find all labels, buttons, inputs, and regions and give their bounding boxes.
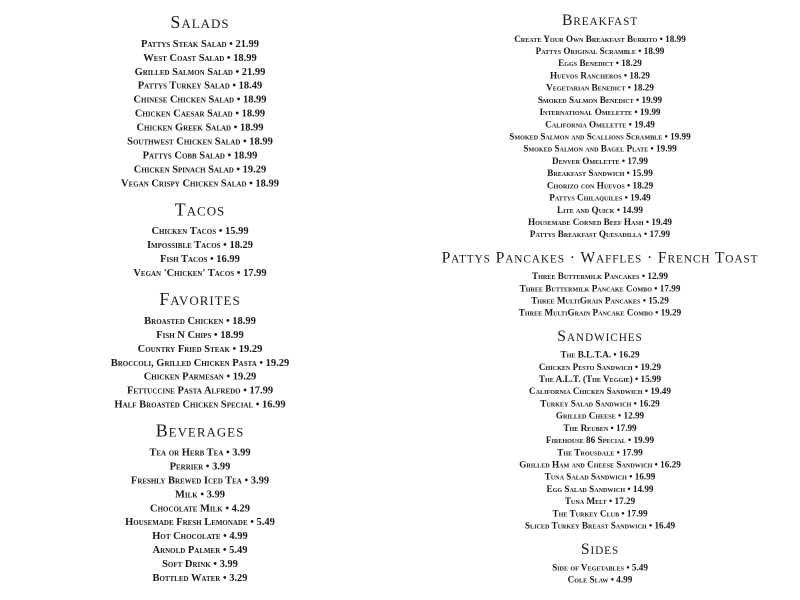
menu-item-price: 12.99 — [647, 272, 668, 282]
menu-item-name: Tuna Melt — [564, 497, 607, 507]
menu-item-price: 19.99 — [633, 436, 655, 446]
menu-item-price: 16.49 — [654, 521, 676, 532]
menu-item: Housemade Fresh Lemonade • 5.49 — [125, 517, 275, 529]
menu-item-name: The Reuben — [563, 423, 609, 434]
menu-item-price: 15.29 — [648, 296, 669, 307]
menu-item: Firehouse 86 Special • 19.99 — [545, 436, 655, 446]
menu-item-name: The Trousdale — [557, 448, 615, 458]
left-column — [9, 6, 392, 594]
tacos-list — [9, 225, 392, 281]
menu-item-price: 3.99 — [250, 475, 270, 487]
menu-item-price: 18.29 — [621, 59, 642, 69]
menu-item-name: Fish Tacos — [160, 254, 208, 266]
menu-item-name: Chicken Caesar Salad — [134, 108, 233, 120]
menu-item-price: 18.49 — [238, 80, 263, 92]
menu-item: California Omelette • 19.49 — [545, 120, 655, 130]
menu-item: Cole Slaw • 4.99 — [567, 575, 633, 586]
menu-item-name: Pattys Chilaquiles — [549, 193, 623, 204]
menu-item: The Trousdale • 17.99 — [557, 448, 643, 458]
menu-item: Three Buttermilk Pancake Combo • 17.99 — [519, 284, 681, 294]
menu-item-price: 18.99 — [220, 329, 244, 341]
menu-item-price: 18.99 — [239, 122, 264, 134]
menu-item-name: The Turkey Club — [552, 509, 620, 519]
salads-list — [9, 38, 392, 191]
menu-item: Broasted Chicken • 18.99 — [144, 315, 256, 327]
menu-item-name: Smoked Salmon and Scallions Scramble — [509, 132, 663, 143]
pancakes-list — [432, 271, 767, 320]
menu-item-price: 17.99 — [249, 385, 274, 397]
menu-item: Three MultiGrain Pancakes • 15.29 — [531, 296, 669, 307]
menu-item-price: 4.99 — [616, 575, 633, 586]
menu-item-name: Tuna Salad Sandwich — [544, 472, 627, 483]
menu-item-name: Freshly Brewed Iced Tea — [130, 475, 242, 487]
menu-item-name: Smoked Salmon and Bagel Plate — [523, 144, 649, 155]
menu-item-price: 18.99 — [242, 94, 267, 106]
favorites-list — [9, 315, 392, 413]
menu-item-price: 21.99 — [241, 66, 266, 78]
menu-item-price: 21.99 — [235, 38, 260, 50]
menu-item: West Coast Salad • 18.99 — [143, 52, 257, 64]
menu-item-name: Southwest Chicken Salad — [127, 136, 241, 148]
menu-item-price: 17.29 — [614, 497, 636, 507]
menu-item: The Reuben • 17.99 — [563, 423, 637, 434]
menu-item-name: Lite and Quick — [557, 205, 615, 216]
menu-item: Create Your Own Breakfast Burrito • 18.99 — [514, 34, 686, 45]
menu-item: Broccoli, Grilled Chicken Pasta • 19.29 — [110, 357, 290, 369]
menu-item-price: 19.29 — [265, 357, 290, 369]
menu-item-name: Egg Salad Sandwich — [546, 484, 626, 495]
menu-item: Arnold Palmer • 5.49 — [152, 545, 248, 557]
menu-item-price: 15.99 — [632, 169, 653, 179]
menu-item: Tuna Melt • 17.29 — [564, 497, 636, 507]
menu-item: Perrier • 3.99 — [169, 461, 231, 473]
breakfast-list — [432, 34, 767, 242]
favorites-section — [9, 289, 392, 413]
menu-item: Fettuccine Pasta Alfredo • 17.99 — [126, 385, 274, 397]
menu-item-price: 16.29 — [660, 460, 681, 471]
menu-item-name: Grilled Cheese — [555, 411, 616, 422]
menu-item-name: Chicken Pesto Sandwich — [538, 362, 633, 373]
menu-item-name: Vegetarian Benedict — [546, 83, 626, 94]
menu-item-name: Three MultiGrain Pancake Combo — [518, 308, 653, 319]
menu-item: Grilled Cheese • 12.99 — [555, 411, 645, 422]
breakfast-section — [432, 11, 767, 241]
salads-heading: Salads — [170, 11, 230, 32]
menu-item-price: 17.99 — [616, 423, 637, 434]
menu-item: Grilled Salmon Salad • 21.99 — [134, 66, 266, 78]
menu-item-name: Denver Omelette — [551, 156, 620, 167]
menu-item-name: Arnold Palmer — [152, 545, 221, 557]
menu-item-name: Smoked Salmon Benedict — [537, 95, 634, 106]
menu-item-price: 18.99 — [665, 34, 686, 45]
pancakes-heading: Pattys Pancakes · Waffles · French Toast — [441, 248, 759, 266]
sandwiches-list — [432, 350, 767, 533]
menu-item: Tuna Salad Sandwich • 16.99 — [544, 472, 656, 483]
menu-item-name: California Omelette — [545, 120, 627, 130]
menu-item-price: 19.29 — [238, 343, 263, 355]
menu-item-name: Grilled Ham and Cheese Sandwich — [519, 460, 653, 471]
menu-item-price: 17.99 — [243, 268, 267, 280]
menu-item-name: Bottled Water — [152, 573, 221, 585]
menu-item-price: 17.99 — [627, 156, 649, 167]
menu-item-price: 4.29 — [231, 503, 250, 515]
menu-item: Chicken Pesto Sandwich • 19.29 — [538, 362, 662, 373]
menu-item-price: 3.99 — [232, 447, 251, 459]
menu-item: Vegan Crispy Chicken Salad • 18.99 — [121, 178, 279, 190]
menu-item-name: Turkey Salad Sandwich — [540, 399, 632, 410]
menu-item-price: 12.99 — [623, 411, 645, 422]
salads-section — [9, 12, 392, 191]
menu-item: California Chicken Sandwich • 19.49 — [529, 387, 671, 397]
menu-item-name: Soft Drink — [162, 559, 211, 571]
menu-item: Chicken Tacos • 15.99 — [151, 226, 249, 238]
menu-item: Smoked Salmon and Scallions Scramble • 19.99 — [509, 132, 691, 143]
menu-item: Eggs Benedict • 18.29 — [558, 59, 642, 69]
menu-item-price: 5.49 — [229, 545, 248, 557]
menu-item-name: Fettuccine Pasta Alfredo — [126, 385, 241, 397]
menu-item-name: Three MultiGrain Pancakes — [531, 296, 641, 307]
menu-item: Breakfast Sandwich • 15.99 — [547, 169, 653, 179]
menu-item: Smoked Salmon and Bagel Plate • 19.99 — [523, 144, 677, 155]
menu-item-price: 18.29 — [633, 83, 654, 94]
menu-item-price: 18.99 — [643, 47, 665, 57]
sides-heading: Sides — [580, 539, 620, 558]
right-column — [432, 6, 767, 594]
menu-item: Impossible Tacos • 18.29 — [146, 240, 254, 252]
menu-item-name: Perrier — [169, 461, 204, 473]
menu-item: Huevos Rancheros • 18.29 — [550, 71, 650, 82]
beverages-heading: Beverages — [155, 420, 245, 441]
menu-item: Pattys Original Scramble • 18.99 — [535, 47, 665, 57]
menu-item-name: Create Your Own Breakfast Burrito — [514, 34, 658, 45]
menu-item-name: Sliced Turkey Breast Sandwich — [524, 521, 647, 532]
menu-item-price: 3.99 — [219, 559, 238, 571]
menu-item: Vegetarian Benedict • 18.29 — [546, 83, 654, 94]
menu-item: Milk • 3.99 — [175, 489, 225, 501]
menu-item: Chicken Spinach Salad • 19.29 — [133, 164, 267, 176]
menu-item-price: 17.99 — [626, 509, 648, 519]
menu-item: Chicken Greek Salad • 18.99 — [136, 122, 264, 134]
menu-item-name: Pattys Original Scramble — [535, 47, 636, 57]
menu-item-price: 19.49 — [651, 217, 673, 228]
sides-section — [432, 540, 767, 587]
menu-item: Vegan 'Chicken' Tacos • 17.99 — [133, 268, 267, 280]
menu-item-price: 19.99 — [656, 144, 677, 155]
menu-item-name: Vegan 'Chicken' Tacos — [133, 268, 235, 280]
menu-item: Sliced Turkey Breast Sandwich • 16.49 — [524, 521, 676, 532]
menu-item-price: 18.29 — [629, 71, 650, 82]
menu-item-name: Chicken Spinach Salad — [133, 164, 234, 176]
menu-item: International Omelette • 19.99 — [539, 108, 661, 118]
menu-item-name: Country Fried Steak — [137, 343, 230, 355]
menu-item-name: International Omelette — [539, 108, 633, 118]
menu-item-name: Broccoli, Grilled Chicken Pasta — [110, 357, 257, 369]
menu-item-name: Fish N Chips — [156, 329, 212, 341]
menu-item-name: Pattys Steak Salad — [140, 38, 227, 50]
menu-item: Fish N Chips • 18.99 — [156, 329, 244, 341]
menu-item-name: The A.L.T. (The Veggie) — [538, 375, 633, 385]
menu-item: Three Buttermilk Pancakes • 12.99 — [532, 272, 668, 282]
menu-item: Side of Vegetables • 5.49 — [552, 563, 648, 574]
menu-item-name: Chicken Greek Salad — [136, 122, 232, 134]
menu-item-price: 5.49 — [256, 517, 275, 529]
menu-item-price: 14.99 — [622, 205, 643, 216]
menu-item-price: 18.29 — [229, 240, 254, 252]
menu-item: Chinese Chicken Salad • 18.99 — [133, 94, 267, 106]
menu-item-price: 18.99 — [255, 178, 279, 190]
menu-item-price: 19.49 — [650, 387, 671, 397]
menu-item: Smoked Salmon Benedict • 19.99 — [537, 95, 663, 106]
menu-item: Bottled Water • 3.29 — [152, 573, 248, 585]
menu-item: Hot Chocolate • 4.99 — [152, 531, 248, 543]
menu-item-price: 19.29 — [640, 362, 662, 373]
menu-item: Southwest Chicken Salad • 18.99 — [127, 136, 273, 148]
menu-item-name: Housemade Corned Beef Hash — [527, 217, 644, 228]
sandwiches-heading: Sandwiches — [557, 327, 643, 345]
tacos-section — [9, 199, 392, 281]
menu-item-price: 17.99 — [622, 448, 643, 458]
menu-item-name: Side of Vegetables — [552, 563, 625, 574]
sandwiches-section — [432, 327, 767, 533]
menu-item-name: Housemade Fresh Lemonade — [125, 517, 248, 529]
menu-item-name: Hot Chocolate — [152, 531, 221, 543]
menu-item: Chorizo con Huevos • 18.29 — [546, 181, 654, 191]
menu-item-name: Chinese Chicken Salad — [133, 94, 235, 106]
menu-item-name: Pattys Turkey Salad — [137, 80, 230, 92]
menu-item: Turkey Salad Sandwich • 16.29 — [540, 399, 660, 410]
breakfast-heading: Breakfast — [561, 11, 639, 29]
menu-item-price: 19.49 — [634, 120, 655, 130]
menu-item-price: 16.99 — [216, 254, 240, 266]
menu-item: Chicken Caesar Salad • 18.99 — [134, 108, 266, 120]
menu-item-price: 18.99 — [241, 108, 266, 120]
menu-item: Chicken Parmesan • 19.29 — [143, 371, 257, 383]
menu-item-price: 19.29 — [660, 308, 682, 319]
favorites-heading: Favorites — [159, 289, 241, 309]
menu-item-price: 14.99 — [632, 484, 654, 495]
menu-item-name: California Chicken Sandwich — [529, 387, 643, 397]
menu-item-price: 16.99 — [262, 399, 286, 411]
menu-item-name: Grilled Salmon Salad — [134, 66, 233, 78]
menu-item-name: West Coast Salad — [143, 52, 225, 64]
menu-item-name: Milk — [175, 489, 198, 501]
menu-item: Pattys Breakfast Quesadilla • 17.99 — [529, 230, 671, 240]
menu-item-name: Half Broasted Chicken Special — [114, 399, 254, 411]
menu-item: Housemade Corned Beef Hash • 19.49 — [527, 217, 673, 228]
menu-item-name: Three Buttermilk Pancake Combo — [519, 284, 653, 294]
menu-item-price: 19.29 — [232, 371, 257, 383]
tacos-heading: Tacos — [174, 199, 226, 220]
menu-item-name: Pattys Breakfast Quesadilla — [529, 230, 642, 240]
menu-item-name: The B.L.T.A. — [560, 350, 612, 361]
menu-item: Fish Tacos • 16.99 — [160, 254, 240, 266]
menu-item: Pattys Steak Salad • 21.99 — [140, 38, 260, 50]
menu-item-price: 16.29 — [639, 399, 660, 410]
menu-item-price: 15.99 — [640, 375, 662, 385]
menu-item: Pattys Cobb Salad • 18.99 — [142, 150, 258, 162]
menu-item: Pattys Turkey Salad • 18.49 — [137, 80, 263, 92]
menu-item-price: 18.29 — [632, 181, 654, 191]
menu-item: Pattys Chilaquiles • 19.49 — [549, 193, 651, 204]
menu-item: The Turkey Club • 17.99 — [552, 509, 648, 519]
beverages-section — [9, 421, 392, 586]
sides-list — [432, 563, 767, 587]
menu-item-price: 3.99 — [206, 489, 225, 501]
menu-item: Chocolate Milk • 4.29 — [150, 503, 250, 515]
pancakes-section — [432, 249, 767, 321]
menu-item-name: Three Buttermilk Pancakes — [532, 272, 640, 282]
menu-item-name: Broasted Chicken — [144, 315, 224, 327]
menu-item-name: Firehouse 86 Special — [545, 436, 626, 446]
menu-item-name: Chorizo con Huevos — [546, 181, 625, 191]
menu-item-price: 18.99 — [233, 150, 258, 162]
menu-item: Grilled Ham and Cheese Sandwich • 16.29 — [519, 460, 681, 471]
menu-item-price: 16.99 — [634, 472, 656, 483]
menu-item: Denver Omelette • 17.99 — [551, 156, 649, 167]
menu-item-name: Chicken Parmesan — [143, 371, 224, 383]
menu-item-price: 3.99 — [212, 461, 231, 473]
menu-item: Soft Drink • 3.99 — [162, 559, 238, 571]
menu-item-price: 19.99 — [641, 95, 663, 106]
menu-item: Lite and Quick • 14.99 — [557, 205, 643, 216]
menu-item-price: 3.29 — [229, 573, 248, 585]
menu-item-name: Tea or Herb Tea — [149, 447, 224, 459]
menu-item-name: Chicken Tacos — [151, 226, 217, 238]
menu-item: Egg Salad Sandwich • 14.99 — [546, 484, 654, 495]
menu-item-price: 19.29 — [242, 164, 267, 176]
beverages-list — [9, 447, 392, 587]
menu-item: Freshly Brewed Iced Tea • 3.99 — [130, 475, 270, 487]
menu-item: Country Fried Steak • 19.29 — [137, 343, 263, 355]
menu-item-price: 15.99 — [225, 226, 249, 238]
menu-item: The A.L.T. (The Veggie) • 15.99 — [538, 375, 662, 385]
menu-item-price: 18.99 — [233, 52, 257, 64]
menu-item: Half Broasted Chicken Special • 16.99 — [114, 399, 286, 411]
menu-item-name: Cole Slaw — [567, 575, 609, 586]
menu-item-price: 19.99 — [639, 108, 661, 118]
menu-item-price: 17.99 — [659, 284, 681, 294]
menu-item-name: Vegan Crispy Chicken Salad — [121, 178, 247, 190]
menu-item-price: 5.49 — [631, 563, 648, 574]
menu-item-price: 16.29 — [618, 350, 640, 361]
menu-item: Tea or Herb Tea • 3.99 — [149, 447, 251, 459]
menu-item-price: 19.49 — [630, 193, 651, 204]
menu-item: The B.L.T.A. • 16.29 — [560, 350, 640, 361]
menu-item-name: Huevos Rancheros — [550, 71, 622, 82]
menu-item-name: Impossible Tacos — [146, 240, 221, 252]
menu-item-price: 19.99 — [670, 132, 691, 143]
menu-item-price: 18.99 — [232, 315, 256, 327]
menu-item-name: Chocolate Milk — [150, 503, 223, 515]
menu-item-name: Pattys Cobb Salad — [142, 150, 225, 162]
menu-item-price: 17.99 — [649, 230, 671, 240]
menu-item-price: 18.99 — [249, 136, 273, 148]
menu-item-price: 4.99 — [229, 531, 248, 543]
menu-item-name: Breakfast Sandwich — [547, 169, 625, 179]
menu-item-name: Eggs Benedict — [558, 59, 614, 69]
menu-item: Three MultiGrain Pancake Combo • 19.29 — [518, 308, 682, 319]
